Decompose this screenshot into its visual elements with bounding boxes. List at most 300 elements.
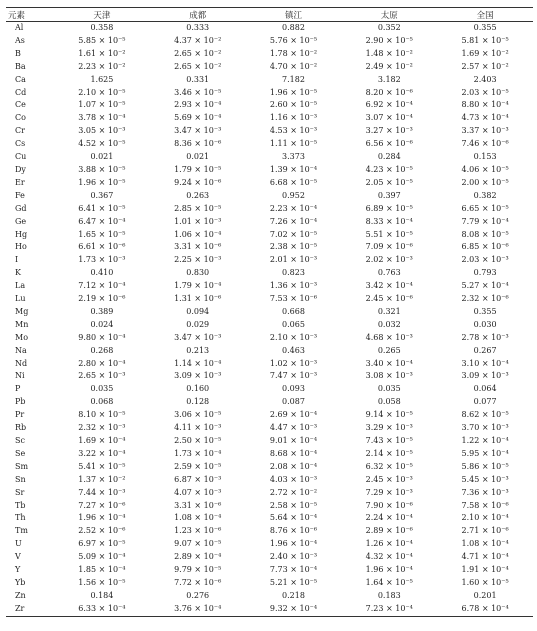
- cell-taiyuan: 0.284: [377, 152, 401, 162]
- cell-zhenjiang: 4.03 × 10⁻³: [269, 474, 318, 484]
- table-row: [6, 87, 533, 100]
- cell-tianjin: 0.367: [90, 190, 114, 200]
- table-row: [6, 280, 533, 293]
- cell-tianjin: 2.52 × 10⁻⁶: [78, 526, 126, 536]
- cell-tianjin: 0.358: [90, 23, 114, 32]
- cell-element: Gd: [15, 203, 27, 213]
- cell-tianjin: 5.85 × 10⁻⁵: [78, 35, 126, 45]
- cell-taiyuan: 3.07 × 10⁻⁴: [365, 113, 413, 123]
- cell-element: Cu: [15, 152, 27, 162]
- cell-zhenjiang: 2.72 × 10⁻²: [269, 487, 318, 497]
- table-row: [6, 112, 533, 125]
- cell-taiyuan: 7.90 × 10⁻⁶: [365, 500, 413, 510]
- cell-tianjin: 5.41 × 10⁻⁵: [78, 461, 126, 471]
- cell-taiyuan: 0.035: [377, 384, 401, 394]
- cell-chengdu: 1.23 × 10⁻⁶: [174, 526, 222, 536]
- cell-national: 0.355: [473, 306, 497, 316]
- cell-chengdu: 9.24 × 10⁻⁶: [174, 177, 222, 187]
- cell-chengdu: 9.07 × 10⁻⁵: [174, 539, 222, 549]
- cell-element: Zr: [6, 603, 54, 616]
- cell-taiyuan: 7.43 × 10⁻⁵: [365, 436, 413, 445]
- cell-chengdu: 1.31 × 10⁻⁶: [174, 294, 222, 304]
- cell-zhenjiang: 0.065: [282, 319, 305, 329]
- cell-chengdu: 3.47 × 10⁻³: [174, 332, 222, 342]
- table-row: [6, 564, 533, 577]
- cell-chengdu: 9.79 × 10⁻⁵: [174, 565, 222, 575]
- cell-zhenjiang: 9.01 × 10⁻⁴: [269, 436, 318, 445]
- cell-tianjin: 5.09 × 10⁻⁴: [78, 552, 126, 562]
- cell-element: Na: [15, 345, 27, 355]
- cell-tianjin: 2.19 × 10⁻⁶: [78, 294, 126, 304]
- cell-chengdu: 1.01 × 10⁻³: [174, 216, 222, 226]
- cell-tianjin: 2.32 × 10⁻³: [78, 423, 126, 433]
- table-row: [6, 538, 533, 551]
- cell-chengdu: 2.65 × 10⁻²: [174, 61, 222, 71]
- cell-element: B: [15, 48, 21, 58]
- cell-element: Cs: [15, 139, 26, 149]
- cell-chengdu: 0.263: [186, 190, 210, 200]
- cell-national: 2.03 × 10⁻⁵: [461, 87, 509, 97]
- cell-chengdu: 2.93 × 10⁻⁴: [174, 100, 222, 110]
- cell-element: Rb: [15, 423, 27, 433]
- cell-zhenjiang: 9.32 × 10⁻⁴: [246, 603, 342, 616]
- table-row: [6, 138, 533, 151]
- cell-tianjin: 6.33 × 10⁻⁴: [54, 603, 150, 616]
- table-row: [6, 487, 533, 500]
- cell-chengdu: 0.160: [186, 384, 210, 394]
- cell-chengdu: 3.46 × 10⁻⁵: [174, 87, 222, 97]
- cell-chengdu: 8.36 × 10⁻⁶: [174, 139, 222, 149]
- cell-national: 3.09 × 10⁻³: [461, 371, 509, 381]
- cell-national: 0.077: [473, 397, 497, 407]
- cell-taiyuan: 5.51 × 10⁻⁵: [365, 229, 413, 239]
- cell-element: Yb: [15, 577, 26, 587]
- cell-zhenjiang: 1.02 × 10⁻³: [269, 358, 318, 368]
- cell-tianjin: 6.61 × 10⁻⁶: [78, 242, 126, 252]
- cell-taiyuan: 4.23 × 10⁻⁵: [365, 164, 413, 174]
- table-row: [6, 164, 533, 177]
- table-row: [6, 370, 533, 383]
- cell-taiyuan: 2.05 × 10⁻⁵: [365, 177, 413, 187]
- cell-zhenjiang: 0.823: [282, 268, 305, 278]
- cell-element: Nd: [15, 358, 28, 368]
- cell-taiyuan: 7.23 × 10⁻⁴: [341, 603, 437, 616]
- cell-element: Sm: [15, 461, 29, 471]
- table-row: [6, 358, 533, 371]
- cell-zhenjiang: 1.78 × 10⁻²: [269, 48, 318, 58]
- cell-national: 3.10 × 10⁻⁴: [461, 358, 509, 368]
- cell-zhenjiang: 7.02 × 10⁻⁵: [269, 229, 318, 239]
- cell-national: 0.793: [473, 268, 497, 278]
- cell-chengdu: 1.73 × 10⁻⁴: [174, 448, 222, 458]
- cell-element: Pr: [15, 410, 25, 420]
- cell-tianjin: 6.47 × 10⁻⁴: [78, 216, 126, 226]
- cell-chengdu: 3.09 × 10⁻³: [174, 371, 222, 381]
- cell-national: 2.10 × 10⁻⁴: [461, 513, 509, 523]
- cell-element: Fe: [15, 190, 25, 200]
- cell-taiyuan: 0.032: [377, 319, 401, 329]
- cell-element: U: [15, 539, 22, 549]
- cell-taiyuan: 0.058: [377, 397, 401, 407]
- cell-tianjin: 2.10 × 10⁻⁵: [78, 87, 126, 97]
- cell-tianjin: 0.268: [90, 345, 114, 355]
- cell-taiyuan: 0.352: [377, 23, 401, 32]
- cell-taiyuan: 1.64 × 10⁻⁵: [365, 577, 413, 587]
- cell-national: 1.60 × 10⁻⁵: [461, 577, 509, 587]
- cell-national: 1.08 × 10⁻⁴: [461, 539, 509, 549]
- table-header: [6, 8, 533, 22]
- cell-taiyuan: 1.26 × 10⁻⁴: [365, 539, 413, 549]
- cell-tianjin: 8.10 × 10⁻⁵: [78, 410, 126, 420]
- cell-element: Dy: [15, 164, 26, 174]
- cell-element: Zn: [15, 590, 26, 600]
- cell-tianjin: 0.410: [90, 268, 114, 278]
- cell-tianjin: 1.65 × 10⁻⁵: [78, 229, 126, 239]
- table-row: [6, 241, 533, 254]
- cell-tianjin: 1.625: [90, 74, 114, 84]
- cell-zhenjiang: 5.76 × 10⁻⁵: [269, 35, 318, 45]
- cell-national: 7.46 × 10⁻⁶: [461, 139, 509, 149]
- cell-zhenjiang: 1.96 × 10⁻⁵: [269, 87, 318, 97]
- cell-chengdu: 0.331: [186, 74, 210, 84]
- cell-national: 5.86 × 10⁻⁵: [461, 461, 509, 471]
- table-row: [6, 177, 533, 190]
- cell-chengdu: 4.37 × 10⁻²: [174, 35, 222, 45]
- cell-tianjin: 3.78 × 10⁻⁴: [78, 113, 126, 123]
- cell-tianjin: 3.88 × 10⁻⁵: [78, 164, 126, 174]
- cell-element: Pb: [15, 397, 26, 407]
- cell-national: 0.153: [473, 152, 497, 162]
- cell-taiyuan: 7.09 × 10⁻⁶: [365, 242, 413, 252]
- cell-tianjin: 0.021: [90, 152, 114, 162]
- cell-national: 8.80 × 10⁻⁴: [461, 100, 509, 110]
- cell-element: Cd: [15, 87, 27, 97]
- cell-element: Y: [15, 565, 21, 575]
- cell-taiyuan: 2.89 × 10⁻⁶: [365, 526, 413, 536]
- table-row: [6, 474, 533, 487]
- cell-element: Ni: [15, 371, 25, 381]
- cell-element: Lu: [15, 294, 26, 304]
- table-row: [6, 22, 533, 35]
- cell-chengdu: 2.25 × 10⁻³: [174, 255, 222, 265]
- cell-chengdu: 3.31 × 10⁻⁶: [174, 500, 222, 510]
- cell-zhenjiang: 1.36 × 10⁻³: [269, 281, 318, 291]
- cell-zhenjiang: 7.26 × 10⁻⁴: [269, 216, 318, 226]
- cell-element: I: [15, 255, 19, 265]
- cell-chengdu: 1.06 × 10⁻⁴: [174, 229, 222, 239]
- table-row: [6, 125, 533, 138]
- cell-zhenjiang: 4.70 × 10⁻²: [269, 61, 318, 71]
- cell-tianjin: 0.068: [90, 397, 114, 407]
- cell-element: Sc: [15, 436, 25, 445]
- table-row: [6, 345, 533, 358]
- cell-chengdu: 5.69 × 10⁻⁴: [174, 113, 222, 123]
- cell-element: Mn: [15, 319, 29, 329]
- table-row: [6, 319, 533, 332]
- cell-taiyuan: 2.49 × 10⁻²: [365, 61, 413, 71]
- cell-national: 5.81 × 10⁻⁵: [461, 35, 509, 45]
- cell-tianjin: 1.85 × 10⁻⁴: [78, 565, 126, 575]
- cell-taiyuan: 8.20 × 10⁻⁶: [365, 87, 413, 97]
- header-zhenjiang: 镇江: [246, 8, 342, 22]
- table-row: [6, 500, 533, 513]
- table-row: [6, 229, 533, 242]
- table-row: [6, 422, 533, 435]
- cell-national: 0.201: [473, 590, 497, 600]
- cell-taiyuan: 3.40 × 10⁻⁴: [365, 358, 413, 368]
- cell-zhenjiang: 0.668: [282, 306, 305, 316]
- cell-taiyuan: 1.48 × 10⁻²: [365, 48, 413, 58]
- table-row: [6, 254, 533, 267]
- cell-zhenjiang: 1.39 × 10⁻⁴: [269, 164, 318, 174]
- cell-element: Sr: [15, 487, 25, 497]
- cell-element: Al: [15, 23, 24, 32]
- cell-chengdu: 4.07 × 10⁻³: [174, 487, 222, 497]
- cell-zhenjiang: 1.11 × 10⁻⁵: [269, 139, 318, 149]
- cell-zhenjiang: 0.952: [282, 190, 305, 200]
- cell-element: V: [15, 552, 21, 562]
- cell-element: Ce: [15, 100, 26, 110]
- cell-taiyuan: 0.397: [377, 190, 401, 200]
- table-row: [6, 203, 533, 216]
- cell-element: Ba: [15, 61, 26, 71]
- table-row: [6, 216, 533, 229]
- cell-tianjin: 7.12 × 10⁻⁴: [78, 281, 126, 291]
- cell-chengdu: 2.89 × 10⁻⁴: [174, 552, 222, 562]
- cell-zhenjiang: 0.218: [282, 590, 305, 600]
- cell-national: 2.32 × 10⁻⁶: [461, 294, 509, 304]
- cell-zhenjiang: 2.08 × 10⁻⁴: [269, 461, 318, 471]
- cell-chengdu: 3.06 × 10⁻⁵: [174, 410, 222, 420]
- cell-tianjin: 0.389: [90, 306, 114, 316]
- cell-chengdu: 4.11 × 10⁻³: [174, 423, 222, 433]
- cell-national: 5.45 × 10⁻³: [461, 474, 509, 484]
- header-chengdu: 成都: [150, 8, 246, 22]
- header-tianjin: 天津: [54, 8, 150, 22]
- cell-taiyuan: 2.45 × 10⁻⁶: [365, 294, 413, 304]
- cell-chengdu: 0.830: [186, 268, 210, 278]
- cell-taiyuan: 3.182: [377, 74, 401, 84]
- table-row: [6, 409, 533, 422]
- table-row: [6, 35, 533, 48]
- table-row: [6, 551, 533, 564]
- cell-taiyuan: 0.321: [377, 306, 401, 316]
- cell-tianjin: 2.65 × 10⁻³: [78, 371, 126, 381]
- cell-zhenjiang: 5.21 × 10⁻⁵: [269, 577, 318, 587]
- cell-national: 0.267: [473, 345, 497, 355]
- cell-tianjin: 9.80 × 10⁻⁴: [78, 332, 126, 342]
- cell-element: Sn: [15, 474, 26, 484]
- cell-national: 4.71 × 10⁻⁴: [461, 552, 509, 562]
- cell-zhenjiang: 7.182: [282, 74, 305, 84]
- cell-chengdu: 1.79 × 10⁻⁴: [174, 281, 222, 291]
- table-row: [6, 151, 533, 164]
- cell-taiyuan: 0.183: [377, 590, 401, 600]
- cell-zhenjiang: 8.76 × 10⁻⁶: [269, 526, 318, 536]
- cell-chengdu: 0.276: [186, 590, 210, 600]
- cell-tianjin: 7.27 × 10⁻⁶: [78, 500, 126, 510]
- cell-element: P: [15, 384, 21, 394]
- cell-element: La: [15, 281, 26, 291]
- cell-tianjin: 3.22 × 10⁻⁴: [78, 448, 126, 458]
- cell-chengdu: 0.128: [186, 397, 210, 407]
- cell-zhenjiang: 7.53 × 10⁻⁶: [269, 294, 318, 304]
- cell-zhenjiang: 6.68 × 10⁻⁵: [269, 177, 318, 187]
- cell-zhenjiang: 0.093: [282, 384, 305, 394]
- cell-national: 5.27 × 10⁻⁴: [461, 281, 509, 291]
- cell-national: 8.62 × 10⁻⁵: [461, 410, 509, 420]
- table-row: [6, 590, 533, 603]
- element-concentration-table: [6, 7, 533, 617]
- table-row: [6, 512, 533, 525]
- cell-chengdu: 2.59 × 10⁻⁵: [174, 461, 222, 471]
- cell-zhenjiang: 2.40 × 10⁻³: [269, 552, 318, 562]
- cell-national: 0.030: [473, 319, 497, 329]
- cell-taiyuan: 2.14 × 10⁻⁵: [365, 448, 413, 458]
- cell-tianjin: 1.61 × 10⁻²: [78, 48, 126, 58]
- cell-chengdu: 7.72 × 10⁻⁶: [174, 577, 222, 587]
- table-row: [6, 448, 533, 461]
- cell-chengdu: 1.08 × 10⁻⁴: [174, 513, 222, 523]
- cell-taiyuan: 3.29 × 10⁻³: [365, 423, 413, 433]
- header-taiyuan: 太原: [341, 8, 437, 22]
- cell-taiyuan: 3.08 × 10⁻³: [365, 371, 413, 381]
- cell-taiyuan: 4.68 × 10⁻³: [365, 332, 413, 342]
- table-row: [6, 525, 533, 538]
- cell-chengdu: 0.029: [186, 319, 210, 329]
- cell-zhenjiang: 8.68 × 10⁻⁴: [269, 448, 318, 458]
- cell-national: 0.355: [473, 23, 497, 32]
- cell-element: Ho: [15, 242, 27, 252]
- cell-national: 2.403: [473, 74, 497, 84]
- cell-national: 6.85 × 10⁻⁶: [461, 242, 509, 252]
- cell-chengdu: 2.50 × 10⁻⁵: [174, 436, 222, 445]
- cell-zhenjiang: 7.47 × 10⁻³: [269, 371, 318, 381]
- cell-chengdu: 3.31 × 10⁻⁶: [174, 242, 222, 252]
- cell-chengdu: 2.85 × 10⁻⁵: [174, 203, 222, 213]
- cell-zhenjiang: 2.58 × 10⁻⁵: [269, 500, 318, 510]
- cell-taiyuan: 2.45 × 10⁻³: [365, 474, 413, 484]
- cell-national: 3.37 × 10⁻³: [461, 126, 509, 136]
- cell-tianjin: 2.23 × 10⁻²: [78, 61, 126, 71]
- cell-national: 6.78 × 10⁻⁴: [437, 603, 533, 616]
- cell-national: 2.03 × 10⁻³: [461, 255, 509, 265]
- cell-chengdu: 3.47 × 10⁻³: [174, 126, 222, 136]
- cell-taiyuan: 3.27 × 10⁻³: [365, 126, 413, 136]
- cell-taiyuan: 0.265: [377, 345, 401, 355]
- cell-tianjin: 1.07 × 10⁻⁵: [78, 100, 126, 110]
- cell-tianjin: 3.05 × 10⁻³: [78, 126, 126, 136]
- cell-zhenjiang: 4.47 × 10⁻³: [269, 423, 318, 433]
- cell-chengdu: 0.094: [186, 306, 210, 316]
- table-row: [6, 461, 533, 474]
- cell-element: Co: [15, 113, 26, 123]
- cell-tianjin: 1.73 × 10⁻³: [78, 255, 126, 265]
- cell-taiyuan: 6.89 × 10⁻⁵: [365, 203, 413, 213]
- cell-taiyuan: 2.90 × 10⁻⁵: [365, 35, 413, 45]
- cell-national: 1.91 × 10⁻⁴: [461, 565, 509, 575]
- cell-zhenjiang: 3.373: [282, 152, 305, 162]
- cell-taiyuan: 9.14 × 10⁻⁵: [365, 410, 413, 420]
- cell-zhenjiang: 0.882: [282, 23, 305, 32]
- cell-zhenjiang: 2.69 × 10⁻⁴: [269, 410, 318, 420]
- cell-zhenjiang: 2.38 × 10⁻⁵: [269, 242, 318, 252]
- cell-zhenjiang: 4.53 × 10⁻³: [269, 126, 318, 136]
- table-row: [6, 190, 533, 203]
- cell-zhenjiang: 2.10 × 10⁻³: [269, 332, 318, 342]
- cell-national: 4.73 × 10⁻⁴: [461, 113, 509, 123]
- cell-element: Mg: [15, 306, 29, 316]
- cell-national: 2.57 × 10⁻²: [461, 61, 509, 71]
- table-row: [6, 396, 533, 409]
- cell-zhenjiang: 5.64 × 10⁻⁴: [269, 513, 318, 523]
- cell-chengdu: 0.213: [186, 345, 210, 355]
- table-row: [6, 603, 533, 616]
- cell-tianjin: 0.024: [90, 319, 114, 329]
- cell-chengdu: 3.76 × 10⁻⁴: [150, 603, 246, 616]
- cell-element: As: [15, 35, 25, 45]
- cell-tianjin: 6.41 × 10⁻⁵: [78, 203, 126, 213]
- cell-taiyuan: 8.33 × 10⁻⁴: [365, 216, 413, 226]
- cell-taiyuan: 4.32 × 10⁻⁴: [365, 552, 413, 562]
- cell-national: 3.70 × 10⁻³: [461, 423, 509, 433]
- cell-national: 7.58 × 10⁻⁶: [461, 500, 509, 510]
- table-row: [6, 267, 533, 280]
- cell-element: Tb: [15, 500, 26, 510]
- cell-element: Ge: [15, 216, 27, 226]
- cell-taiyuan: 6.92 × 10⁻⁴: [365, 100, 413, 110]
- cell-national: 5.95 × 10⁻⁴: [461, 448, 509, 458]
- cell-zhenjiang: 0.463: [282, 345, 305, 355]
- cell-tianjin: 0.035: [90, 384, 114, 394]
- cell-element: Hg: [15, 229, 28, 239]
- cell-chengdu: 1.79 × 10⁻⁵: [174, 164, 222, 174]
- cell-chengdu: 2.65 × 10⁻²: [174, 48, 222, 58]
- cell-tianjin: 7.44 × 10⁻³: [78, 487, 126, 497]
- header-national: 全国: [437, 8, 533, 22]
- cell-element: Mo: [15, 332, 29, 342]
- table-row: [6, 61, 533, 74]
- cell-taiyuan: 3.42 × 10⁻⁴: [365, 281, 413, 291]
- cell-national: 7.79 × 10⁻⁴: [461, 216, 509, 226]
- cell-tianjin: 2.80 × 10⁻⁴: [78, 358, 126, 368]
- cell-national: 6.65 × 10⁻⁵: [461, 203, 509, 213]
- cell-element: Se: [15, 448, 26, 458]
- cell-national: 0.064: [473, 384, 497, 394]
- table-row: [6, 577, 533, 590]
- cell-tianjin: 1.69 × 10⁻⁴: [78, 436, 126, 445]
- cell-national: 8.08 × 10⁻⁵: [461, 229, 509, 239]
- table-row: [6, 383, 533, 396]
- cell-national: 0.382: [473, 190, 497, 200]
- table-row: [6, 48, 533, 61]
- cell-tianjin: 1.37 × 10⁻²: [78, 474, 126, 484]
- header-row: [6, 8, 533, 22]
- table-body: [6, 22, 533, 617]
- table-row: [6, 306, 533, 319]
- table-row: [6, 332, 533, 345]
- cell-element: Ca: [15, 74, 26, 84]
- cell-taiyuan: 1.96 × 10⁻⁴: [365, 565, 413, 575]
- cell-tianjin: 1.96 × 10⁻⁵: [78, 177, 126, 187]
- cell-element: Th: [15, 513, 26, 523]
- cell-taiyuan: 7.29 × 10⁻³: [365, 487, 413, 497]
- cell-element: K: [15, 268, 21, 278]
- cell-national: 2.00 × 10⁻⁵: [461, 177, 509, 187]
- cell-tianjin: 1.56 × 10⁻⁵: [78, 577, 126, 587]
- cell-element: Er: [15, 177, 25, 187]
- cell-national: 2.71 × 10⁻⁶: [461, 526, 509, 536]
